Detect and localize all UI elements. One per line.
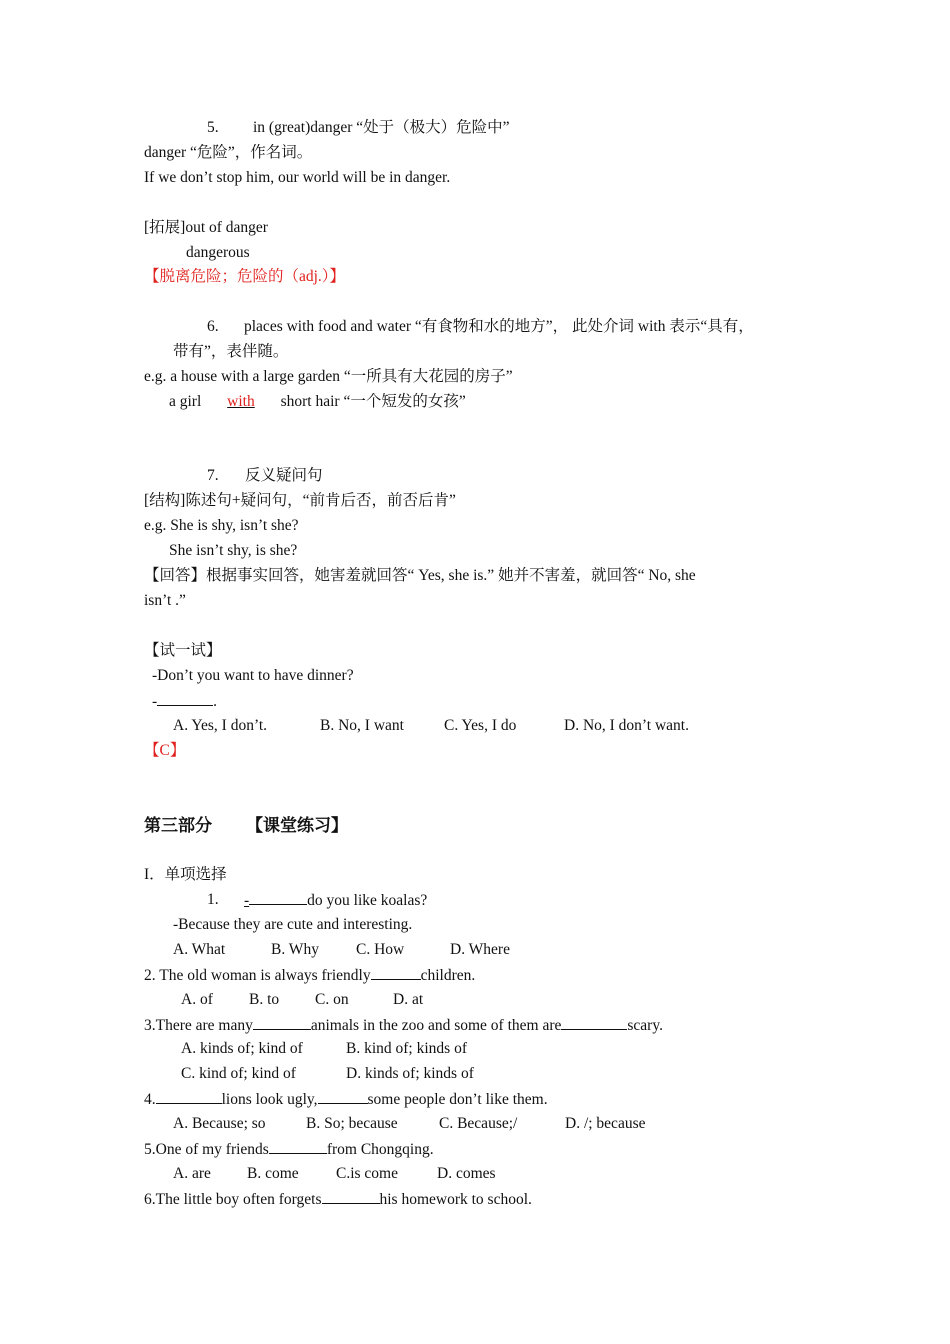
q4-mid: lions look ugly,: [221, 1091, 318, 1108]
q5-post: from Chongqing.: [326, 1141, 434, 1158]
section3-title: 【课堂练习】: [246, 816, 348, 835]
try-reply-suffix: .: [213, 693, 218, 710]
q5-pre: 5.One of my friends: [144, 1141, 269, 1158]
try-label: 【试一试】: [144, 642, 222, 659]
section3-part: 第三部分: [144, 816, 212, 835]
q2-option-a: A. of: [181, 991, 213, 1008]
q2-option-b: B. to: [249, 991, 280, 1008]
q1-dash: -: [244, 892, 250, 909]
q3-blank-2: [561, 1015, 627, 1030]
item5-number: 5.: [207, 119, 219, 136]
item6-blank-answer: with: [227, 393, 255, 410]
item6-example2-blank: [205, 393, 271, 410]
q3-option-b: B. kind of; kinds of: [346, 1040, 467, 1057]
exercise-heading: I．单项选择: [144, 866, 227, 883]
q6-pre: 6.The little boy often forgets: [144, 1191, 322, 1208]
q4-pre: 4.: [144, 1091, 156, 1108]
q4-option-b: B. So; because: [306, 1115, 398, 1132]
q4-text: [144, 1089, 548, 1110]
item7-title: 反义疑问句: [245, 467, 323, 484]
try-answer: 【C】: [144, 742, 186, 759]
item6-title: places with food and water “有食物和水的地方”， 此处介词 with 表示“具有，: [244, 318, 754, 335]
q5-option-b: B. come: [247, 1165, 299, 1182]
try-option-a: A. Yes, I don’t.: [173, 717, 268, 734]
q1-text: [244, 890, 427, 911]
q2-pre: 2. The old woman is always friendly: [144, 967, 371, 984]
q2-text: [144, 965, 475, 986]
q1-option-d: D. Where: [450, 941, 510, 958]
q6-text: [144, 1189, 532, 1210]
item6-title-continued: 带有”，表伴随。: [173, 343, 289, 360]
q4-post: some people don’t like them.: [367, 1091, 548, 1108]
item7-example2: She isn’t shy, is she?: [169, 542, 298, 559]
q1-option-a: A. What: [173, 941, 226, 958]
item5-line1: danger “危险”，作名词。: [144, 144, 313, 161]
q5-option-c: C.is come: [336, 1165, 398, 1182]
item7-answer-line2: isn’t .”: [144, 592, 186, 609]
q3-pre: 3.There are many: [144, 1017, 253, 1034]
q4-option-c: C. Because;/: [439, 1115, 518, 1132]
q5-blank: [269, 1139, 327, 1154]
item6-example1: e.g. a house with a large garden “一所具有大花园的房子”: [144, 368, 513, 385]
item5-title: in (great)danger “处于（极大）危险中”: [253, 119, 510, 136]
item5-extension-word: dangerous: [186, 244, 250, 261]
q3-text: [144, 1015, 663, 1036]
try-reply-prefix: -: [152, 693, 158, 710]
q5-option-a: A. are: [173, 1165, 211, 1182]
q2-blank: [371, 965, 421, 980]
q3-option-c: C. kind of; kind of: [181, 1065, 296, 1082]
try-reply-blank: [157, 691, 213, 706]
q1-blank: [249, 890, 307, 905]
q5-text: [144, 1139, 434, 1160]
q4-blank-1: [156, 1089, 222, 1104]
item5-example: If we don’t stop him, our world will be in danger.: [144, 169, 451, 186]
q3-post: scary.: [627, 1017, 663, 1034]
item6-example2-pre: a girl: [169, 393, 202, 410]
q1-question: do you like koalas?: [307, 892, 428, 909]
q3-mid: animals in the zoo and some of them are: [310, 1017, 562, 1034]
q6-blank: [322, 1189, 380, 1204]
q2-option-c: C. on: [315, 991, 349, 1008]
q5-option-d: D. comes: [437, 1165, 496, 1182]
item5-answer: 【脱离危险；危险的（adj.）】: [144, 268, 346, 285]
item7-structure: [结构]陈述句+疑问句，“前肯后否，前否后肯”: [144, 492, 456, 509]
try-option-b: B. No, I want: [320, 717, 404, 734]
try-option-c: C. Yes, I do: [444, 717, 517, 734]
q4-option-a: A. Because; so: [173, 1115, 266, 1132]
q3-option-d: D. kinds of; kinds of: [346, 1065, 474, 1082]
try-reply: [152, 691, 217, 712]
q2-option-d: D. at: [393, 991, 424, 1008]
q4-blank-2: [318, 1089, 368, 1104]
q1-option-b: B. Why: [271, 941, 319, 958]
q4-option-d: D. /; because: [565, 1115, 646, 1132]
q1-option-c: C. How: [356, 941, 405, 958]
try-question: -Don’t you want to have dinner?: [152, 667, 354, 684]
q6-post: his homework to school.: [379, 1191, 532, 1208]
q2-post: children.: [420, 967, 476, 984]
try-option-d: D. No, I don’t want.: [564, 717, 689, 734]
item7-example1: e.g. She is shy, isn’t she?: [144, 517, 299, 534]
item6-example2: [169, 392, 466, 412]
item7-number: 7.: [207, 467, 219, 484]
q3-option-a: A. kinds of; kind of: [181, 1040, 303, 1057]
q1-number: 1.: [207, 891, 219, 908]
item5-extension-label: [拓展]out of danger: [144, 219, 268, 236]
item6-example2-post: short hair “一个短发的女孩”: [280, 393, 466, 410]
q3-blank-1: [253, 1015, 311, 1030]
item6-number: 6.: [207, 318, 219, 335]
item7-answer-line1: 【回答】根据事实回答，她害羞就回答“ Yes, she is.” 她并不害羞，就回答“ No, she: [144, 567, 696, 584]
q1-reply: -Because they are cute and interesting.: [173, 916, 413, 933]
